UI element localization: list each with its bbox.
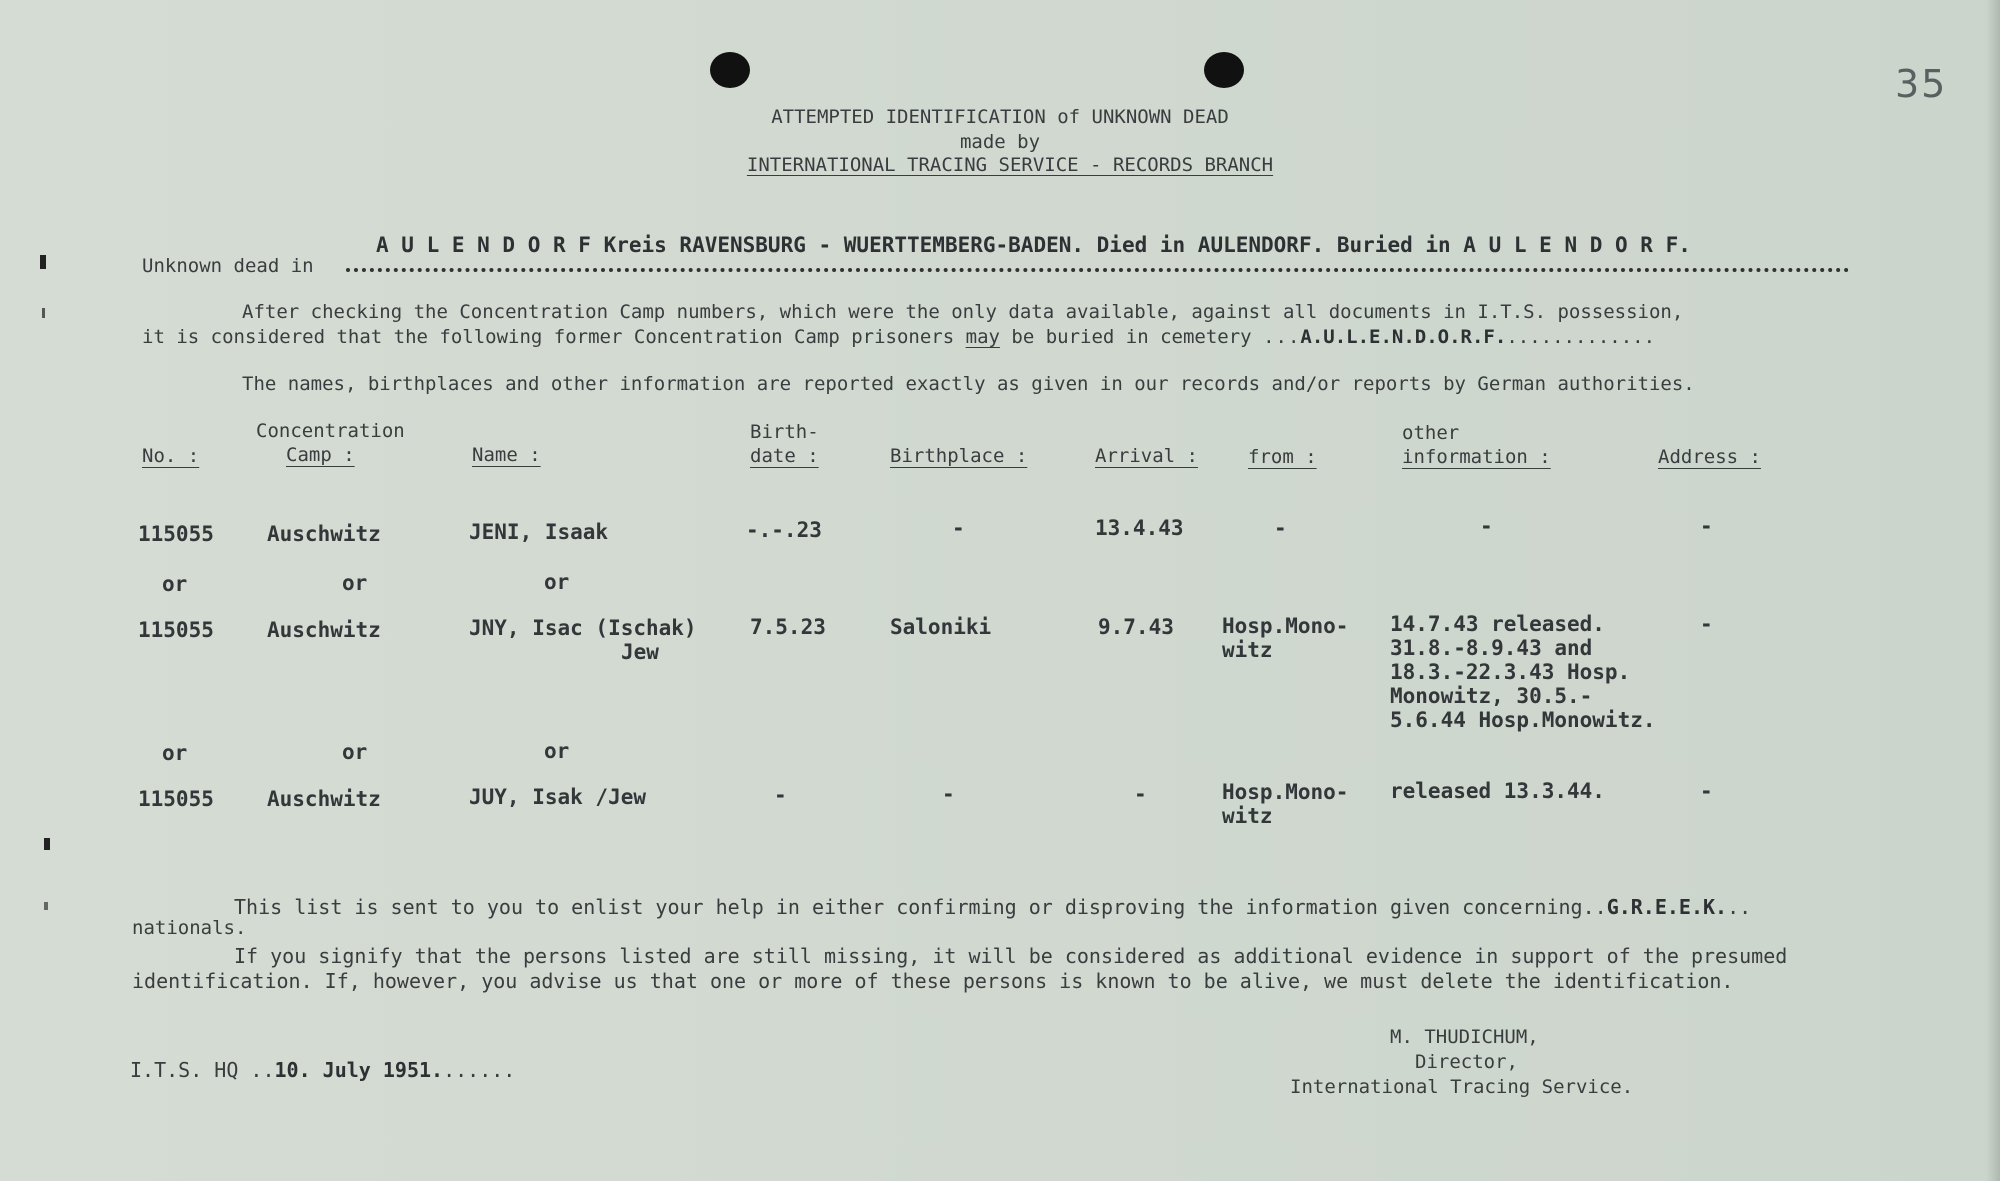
row3-no: 115055 bbox=[138, 787, 214, 811]
header-from: from : bbox=[1248, 446, 1317, 468]
signer-organization: International Tracing Service. bbox=[1290, 1076, 1634, 1098]
row1-from: - bbox=[1274, 516, 1287, 540]
header-birth-top: Birth- bbox=[750, 421, 819, 443]
or-separator: or bbox=[162, 741, 188, 765]
footer-para-1-text: This list is sent to you to enlist your help in either confirming or disproving the information given concerning bbox=[234, 895, 1583, 919]
punch-hole-right bbox=[1204, 52, 1244, 88]
document-subtitle: made by bbox=[959, 131, 1041, 153]
dotted-fill-line bbox=[346, 268, 1850, 272]
intro-line-1: After checking the Concentration Camp numbers, which were the only data available, against all documents in I.T.S. possession, bbox=[242, 301, 1684, 323]
row2-birthdate: 7.5.23 bbox=[750, 615, 826, 639]
signer-name: M. THUDICHUM, bbox=[1390, 1026, 1539, 1048]
row3-address: - bbox=[1700, 779, 1713, 803]
signer-title: Director, bbox=[1415, 1051, 1518, 1073]
row3-name: JUY, Isak /Jew bbox=[469, 785, 647, 809]
row1-other: - bbox=[1480, 514, 1493, 538]
punch-hole-left bbox=[710, 52, 750, 88]
row1-no: 115055 bbox=[138, 522, 214, 546]
header-camp-top: Concentration bbox=[256, 420, 405, 442]
issuing-organization: INTERNATIONAL TRACING SERVICE - RECORDS BRANCH bbox=[746, 154, 1274, 176]
header-birthplace: Birthplace : bbox=[890, 445, 1028, 467]
place-and-date: I.T.S. HQ ..10. July 1951....... bbox=[130, 1058, 516, 1082]
footer-para-2-line-2: identification. If, however, you advise us that one or more of these persons is known to be alive, we must delete the identification. bbox=[132, 969, 1734, 993]
row2-birthplace: Saloniki bbox=[890, 615, 992, 639]
page-number: 35 bbox=[1895, 62, 1948, 106]
nationality: G.R.E.E.K. bbox=[1606, 895, 1728, 919]
row2-address: - bbox=[1700, 612, 1713, 636]
row2-arrival: 9.7.43 bbox=[1098, 615, 1174, 639]
header-name: Name : bbox=[472, 444, 541, 466]
header-other-top: other bbox=[1402, 422, 1460, 444]
footer-para-1: This list is sent to you to enlist your help in either confirming or disproving the information given concerning..G.R.E.E.K... bbox=[234, 895, 1752, 919]
header-address: Address : bbox=[1658, 446, 1761, 468]
header-arrival: Arrival : bbox=[1095, 445, 1198, 467]
row3-other: released 13.3.44. bbox=[1390, 779, 1605, 803]
header-birthdate: date : bbox=[750, 445, 819, 467]
header-other: information : bbox=[1402, 446, 1551, 468]
intro-line-3: The names, birthplaces and other information are reported exactly as given in our records and/or reports by German authorities. bbox=[242, 373, 1695, 395]
header-no: No. : bbox=[142, 445, 200, 467]
row1-name: JENI, Isaak bbox=[469, 520, 609, 544]
document-title: ATTEMPTED IDENTIFICATION of UNKNOWN DEAD bbox=[771, 106, 1229, 128]
place: I.T.S. HQ bbox=[130, 1058, 239, 1082]
footer-para-1-end: nationals. bbox=[132, 917, 247, 939]
or-separator: or bbox=[162, 572, 188, 596]
row2-camp: Auschwitz bbox=[267, 618, 381, 642]
intro-line-2: it is considered that the following former Concentration Camp prisoners may be buried in cemetery ...A.U.L.E.N.D.O.R.F.............. bbox=[142, 326, 1656, 348]
footer-para-2-line-1: If you signify that the persons listed are still missing, it will be considered as additional evidence in support of the presumed bbox=[234, 944, 1788, 968]
row3-arrival: - bbox=[1134, 782, 1147, 806]
margin-mark bbox=[44, 838, 50, 850]
cemetery-name: A.U.L.E.N.D.O.R.F. bbox=[1300, 326, 1507, 348]
may-word: may bbox=[965, 326, 1000, 348]
or-separator: or bbox=[544, 570, 570, 594]
row2-from: Hosp.Mono- witz bbox=[1222, 614, 1349, 662]
row3-camp: Auschwitz bbox=[267, 787, 381, 811]
unknown-dead-label: Unknown dead in bbox=[142, 255, 314, 277]
row2-other: 14.7.43 released. 31.8.-8.9.43 and 18.3.-22.3.43 Hosp. Monowitz, 30.5.- 5.6.44 Hosp.Monowitz. bbox=[1390, 612, 1656, 732]
row2-no: 115055 bbox=[138, 618, 214, 642]
or-separator: or bbox=[544, 739, 570, 763]
date: 10. July 1951. bbox=[274, 1058, 444, 1082]
or-separator: or bbox=[342, 571, 368, 595]
intro-line-2-text: it is considered that the following former Concentration Camp prisoners bbox=[142, 326, 955, 348]
row1-camp: Auschwitz bbox=[267, 522, 381, 546]
or-separator: or bbox=[342, 740, 368, 764]
row2-name-suffix: Jew bbox=[621, 640, 659, 664]
row1-address: - bbox=[1700, 514, 1713, 538]
row3-birthdate: - bbox=[774, 783, 787, 807]
intro-line-2-text-b: be buried in cemetery bbox=[1011, 326, 1252, 348]
row3-birthplace: - bbox=[942, 782, 955, 806]
row2-name: JNY, Isac (Ischak) bbox=[469, 616, 697, 640]
location-description: A U L E N D O R F Kreis RAVENSBURG - WUERTTEMBERG-BADEN. Died in AULENDORF. Buried in A U L E N D O R F. bbox=[376, 233, 1691, 257]
header-camp: Camp : bbox=[286, 444, 355, 466]
margin-mark bbox=[40, 255, 46, 269]
row3-from: Hosp.Mono- witz bbox=[1222, 780, 1349, 828]
row1-birthdate: -.-.23 bbox=[746, 518, 822, 542]
margin-mark bbox=[42, 308, 45, 318]
row1-birthplace: - bbox=[952, 516, 965, 540]
row1-arrival: 13.4.43 bbox=[1095, 516, 1184, 540]
margin-mark bbox=[44, 902, 48, 910]
